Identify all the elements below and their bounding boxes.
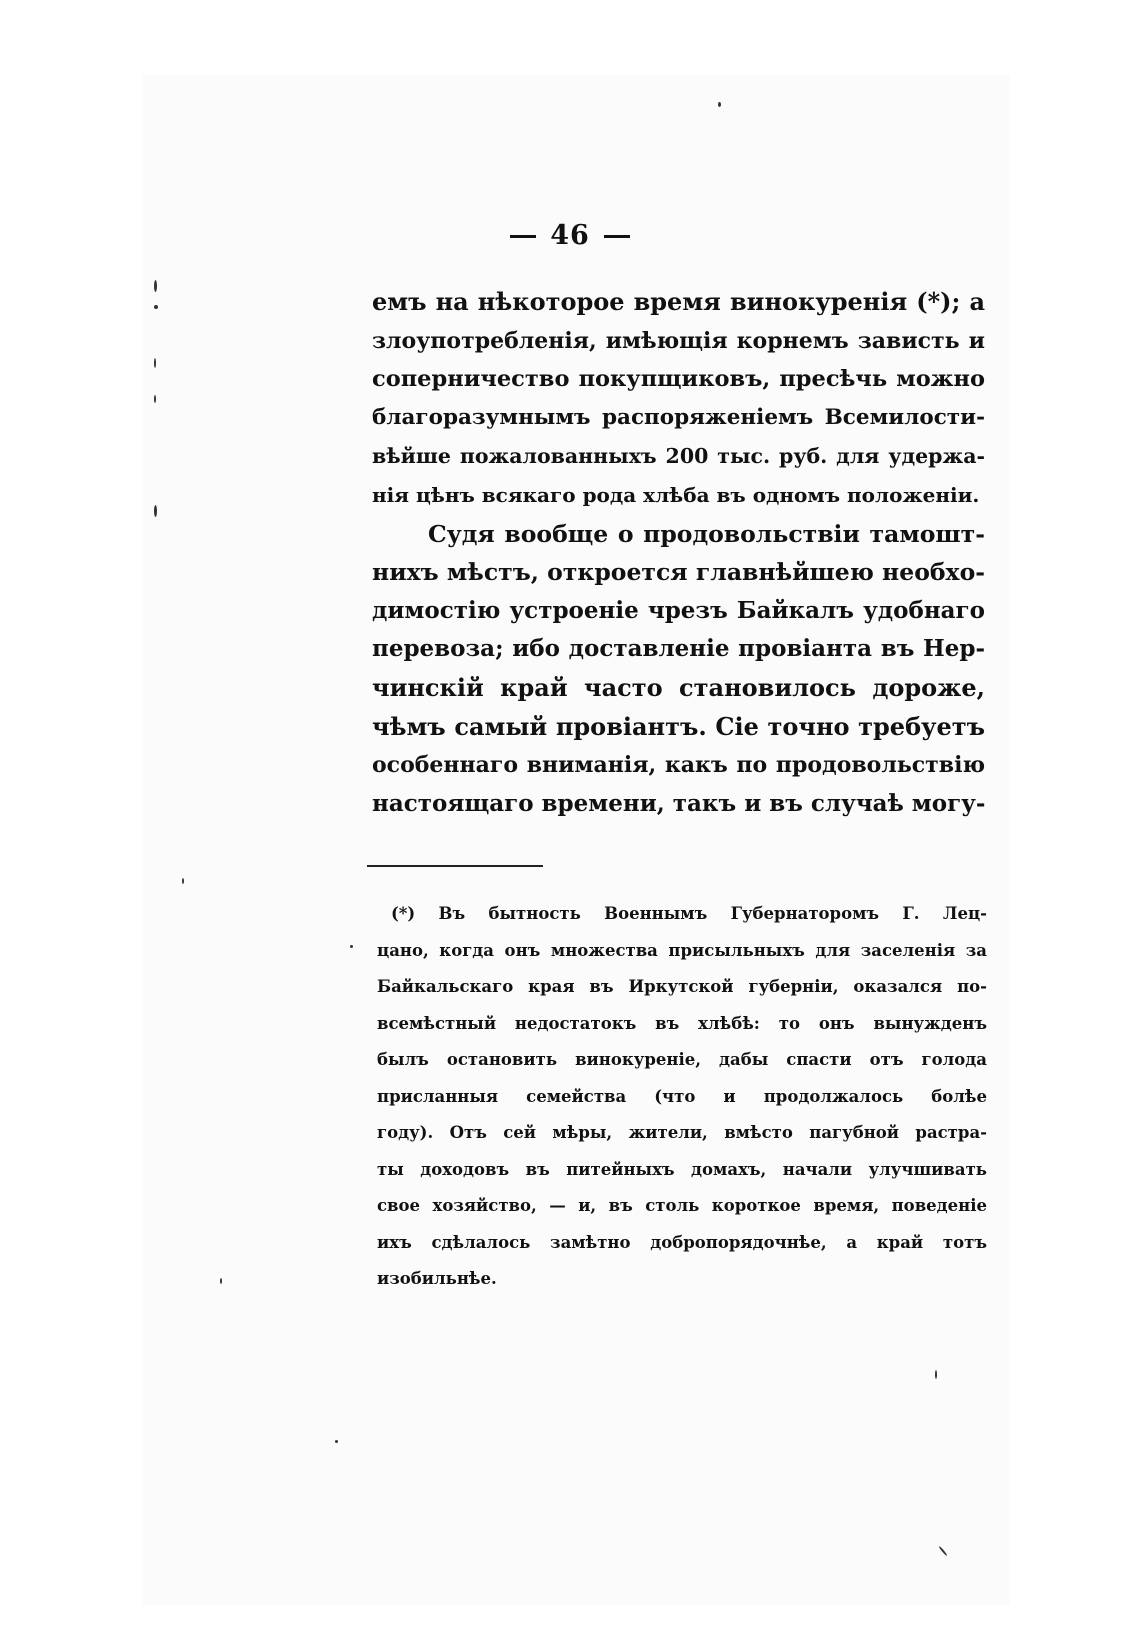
main-text-line: чѣмъ самый провіантъ. Сіе точно требуетъ (372, 711, 985, 741)
footnote-line: году). Отъ сей мѣры, жители, вмѣсто пагубной растра- (377, 1123, 987, 1142)
footnote-line: изобильнѣе. (377, 1269, 497, 1288)
footnote-line: Байкальскаго края въ Иркутской губерніи, оказался по- (377, 977, 987, 996)
main-text-line: благоразумнымъ распоряженіемъ Всемилости- (372, 404, 985, 430)
scan-speck (935, 1370, 937, 1379)
scan-speck (154, 505, 157, 517)
scan-speck (220, 1278, 222, 1284)
footnote (377, 896, 987, 1298)
footnote-separator-rule (367, 865, 543, 867)
main-text-line: емъ на нѣкоторое время винокуренія (*); а (372, 287, 985, 316)
right-dash (604, 235, 630, 238)
main-text-line: соперничество покупщиковъ, пресѣчь можно (372, 366, 985, 393)
scan-speck (154, 395, 156, 403)
scan-speck (154, 305, 158, 309)
main-text-line: злоупотребленія, имѣющія корнемъ зависть и (372, 327, 985, 354)
main-text-line: Судя вообще о продовольствіи тамошт- (428, 519, 985, 548)
main-text-line: настоящаго времени, такъ и въ случаѣ могу- (372, 789, 986, 817)
footnote-line: свое хозяйство, — и, въ столь короткое время, поведеніе (377, 1196, 987, 1215)
scan-speck (182, 878, 184, 884)
footnote-line: былъ остановить винокуреніе, дабы спасти отъ голода (377, 1050, 987, 1069)
main-text-line: нихъ мѣстъ, откроется главнѣйшею необхо- (372, 558, 985, 587)
main-text (372, 283, 985, 823)
main-text-line: нія цѣнъ всякаго рода хлѣба въ одномъ положеніи. (372, 482, 980, 507)
main-text-line: чинскій край часто становилось дороже, (372, 672, 985, 702)
main-text-line: вѣйше пожалованныхъ 200 тыс. руб. для удержа- (372, 444, 985, 469)
scan-speck (718, 102, 721, 107)
footnote-line: ихъ сдѣлалось замѣтно добропорядочнѣе, а край тотъ (377, 1232, 987, 1252)
main-text-line: перевоза; ибо доставленіе провіанта въ Нер- (372, 635, 985, 663)
main-text-line: особеннаго вниманія, какъ по продовольствію (372, 752, 985, 779)
footnote-line: всемѣстный недостатокъ въ хлѣбѣ: то онъ вынужденъ (377, 1013, 987, 1033)
footnote-line: цано, когда онъ множества присыльныхъ для заселенія за (377, 940, 987, 960)
page-number-header (0, 220, 1140, 251)
left-dash (510, 235, 536, 238)
scan-speck (350, 945, 353, 948)
scan-speck (154, 358, 156, 368)
main-text-line: димостію устроеніе чрезъ Байкалъ удобнаго (372, 596, 985, 624)
scan-speck (154, 280, 157, 292)
scan-speck (335, 1440, 338, 1443)
footnote-line: присланныя семейства (что и продолжалось болѣе (377, 1086, 987, 1106)
footnote-line: (*) Въ бытность Военнымъ Губернаторомъ Г. Лец- (391, 904, 987, 923)
footnote-line: ты доходовъ въ питейныхъ домахъ, начали улучшивать (377, 1159, 987, 1179)
page-number: 46 (550, 220, 590, 251)
